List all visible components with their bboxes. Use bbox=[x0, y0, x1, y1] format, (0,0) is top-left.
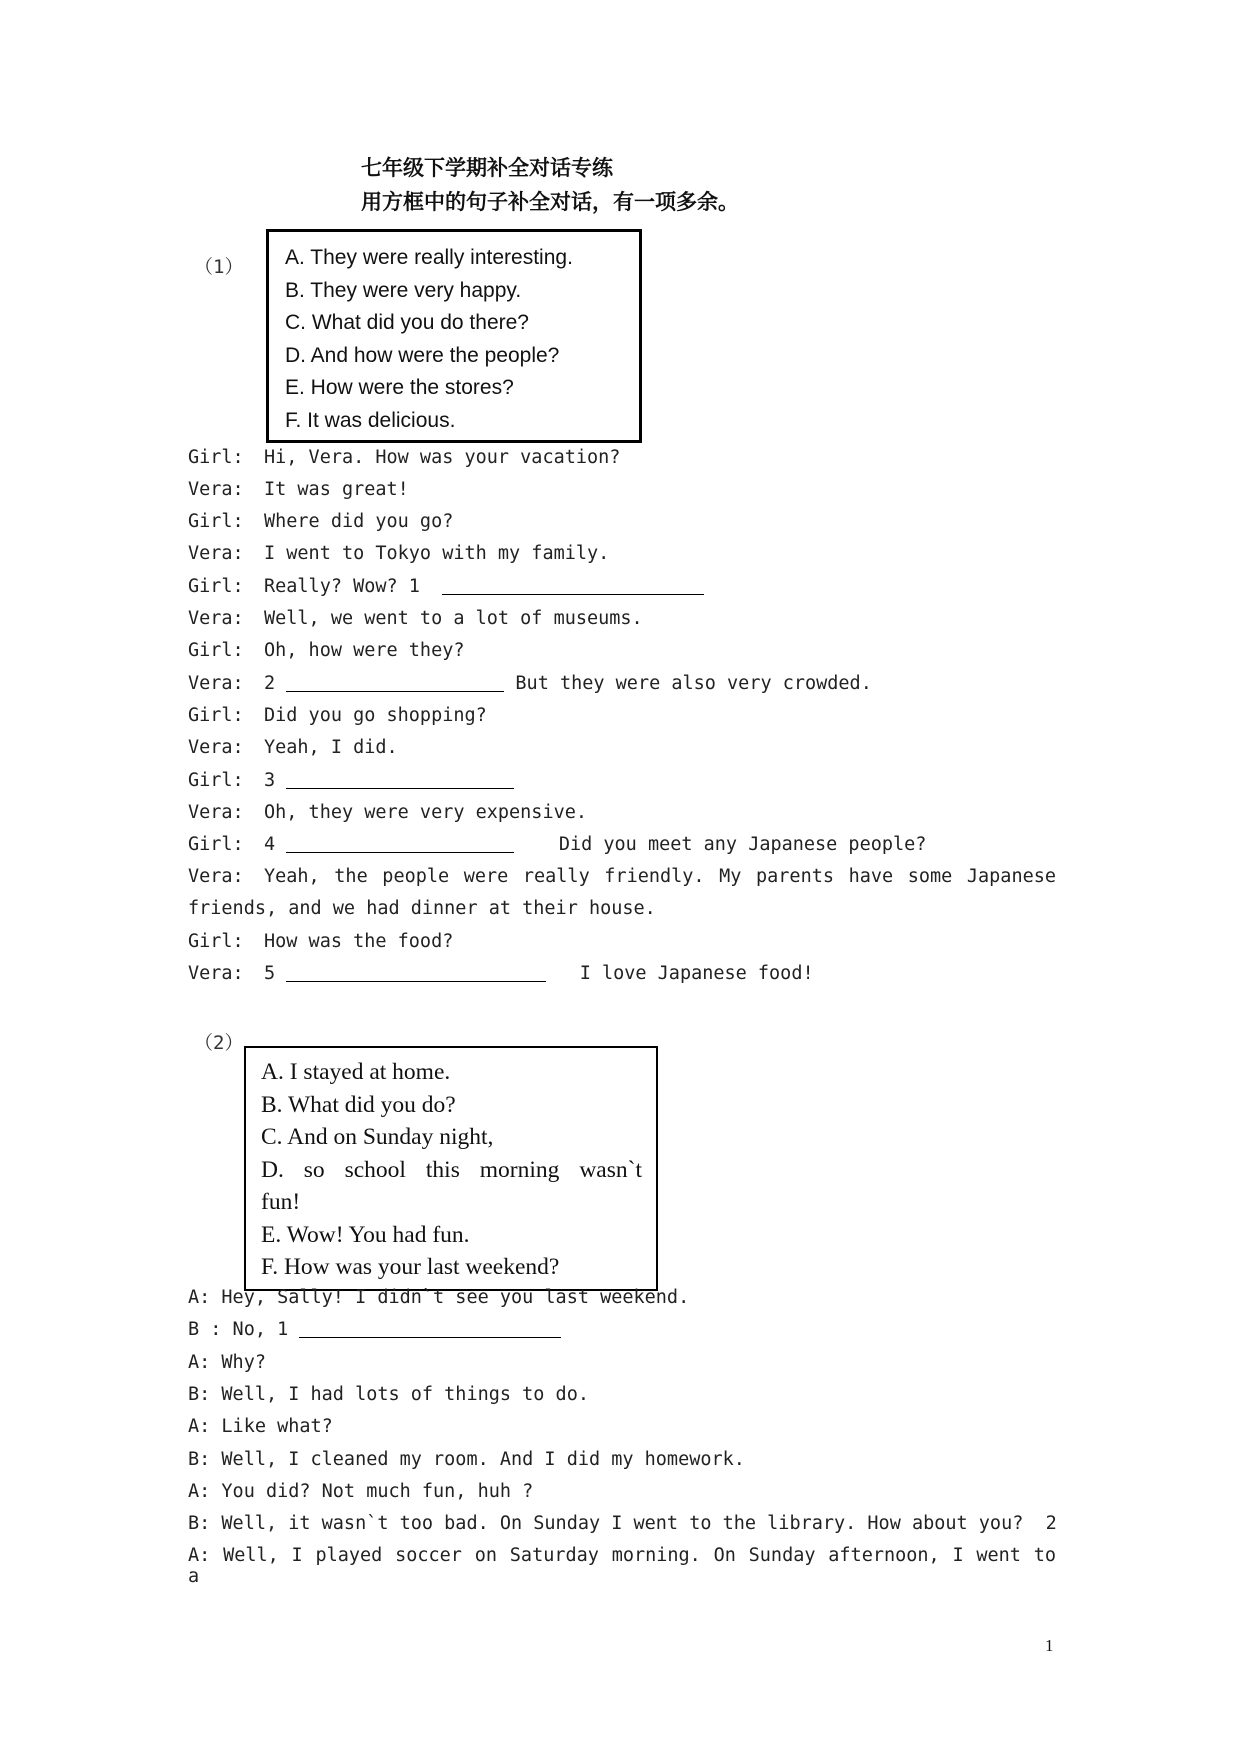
worksheet-title: 七年级下学期补全对话专练 bbox=[361, 156, 613, 180]
dialogue-line: A: You did? Not much fun, huh ? bbox=[188, 1481, 534, 1502]
option-b: B. What did you do? bbox=[261, 1091, 456, 1118]
dialogue-line bbox=[188, 770, 1056, 791]
speaker: Vera: bbox=[188, 866, 244, 887]
line-text: 3 bbox=[264, 770, 276, 791]
speaker: Vera: bbox=[188, 479, 244, 500]
dialogue-line: B: Well, I had lots of things to do. bbox=[188, 1384, 589, 1405]
answer-blank-2[interactable] bbox=[286, 673, 504, 692]
line-text: Hi, Vera. How was your vacation? bbox=[264, 447, 621, 468]
dialogue-line-continued bbox=[188, 898, 1056, 919]
option-d-continued: fun! bbox=[261, 1189, 301, 1215]
line-text-after: I love Japanese food! bbox=[579, 963, 814, 984]
option-a: A. They were really interesting. bbox=[285, 246, 573, 269]
line-text: Well, we went to a lot of museums. bbox=[264, 608, 643, 629]
page-number: 1 bbox=[1045, 1636, 1054, 1655]
dialogue-line bbox=[188, 511, 1056, 532]
answer-blank-1[interactable] bbox=[299, 1319, 561, 1338]
line-text: Yeah, I did. bbox=[264, 737, 398, 758]
option-e: E. Wow! You had fun. bbox=[261, 1221, 470, 1248]
worksheet-instruction: 用方框中的句子补全对话，有一项多余。 bbox=[361, 190, 739, 214]
dialogue-line bbox=[188, 963, 1056, 984]
speaker: Girl: bbox=[188, 640, 244, 661]
option-f: F. How was your last weekend? bbox=[261, 1254, 560, 1280]
option-b: B. They were very happy. bbox=[285, 278, 522, 302]
answer-blank-1[interactable] bbox=[442, 576, 704, 595]
answer-blank-3[interactable] bbox=[286, 770, 514, 789]
dialogue-line: A: Why? bbox=[188, 1352, 266, 1373]
dialogue-line: A: Like what? bbox=[188, 1416, 333, 1437]
dialogue-line: B: Well, I cleaned my room. And I did my homework. bbox=[188, 1449, 745, 1470]
option-c: C. What did you do there? bbox=[285, 311, 529, 334]
dialogue-line bbox=[188, 479, 1056, 500]
line-text: It was great! bbox=[264, 479, 409, 500]
speaker: Vera: bbox=[188, 963, 244, 984]
speaker: Girl: bbox=[188, 447, 244, 468]
dialogue-line bbox=[188, 705, 1056, 726]
line-text: Where did you go? bbox=[264, 511, 454, 532]
dialogue-line bbox=[188, 608, 1056, 629]
dialogue-line bbox=[188, 543, 1056, 564]
dialogue-line: A: Hey, Sally! I didn`t see you last weekend. bbox=[188, 1287, 690, 1308]
line-text: B : No, 1 bbox=[188, 1319, 289, 1340]
line-text: I went to Tokyo with my family. bbox=[264, 543, 610, 564]
line-text: Oh, they were very expensive. bbox=[264, 802, 588, 823]
dialogue-line bbox=[188, 834, 1056, 855]
speaker: Vera: bbox=[188, 543, 244, 564]
option-c: C. And on Sunday night, bbox=[261, 1124, 494, 1150]
speaker: Vera: bbox=[188, 802, 244, 823]
speaker: Girl: bbox=[188, 705, 244, 726]
line-text: 2 bbox=[264, 673, 276, 694]
section-2-number: （2） bbox=[194, 1032, 244, 1054]
option-a: A. I stayed at home. bbox=[261, 1059, 451, 1085]
dialogue-line bbox=[188, 1319, 1056, 1340]
dialogue-line: B: Well, it wasn`t too bad. On Sunday I went to the library. How about you? 2 bbox=[188, 1513, 1057, 1534]
section-1-number: （1） bbox=[194, 256, 244, 278]
answer-blank-5[interactable] bbox=[286, 963, 546, 982]
line-text: Really? Wow? 1 bbox=[264, 576, 420, 597]
line-text-after: Did you meet any Japanese people? bbox=[558, 834, 927, 855]
dialogue-line bbox=[188, 447, 1056, 468]
speaker: Vera: bbox=[188, 608, 244, 629]
line-text: Oh, how were they? bbox=[264, 640, 465, 661]
speaker: Girl: bbox=[188, 834, 244, 855]
option-d: D. And how were the people? bbox=[285, 343, 560, 367]
dialogue-line bbox=[188, 673, 1056, 694]
dialogue-line: A: Well, I played soccer on Saturday morning. On Sunday afternoon, I went to a bbox=[188, 1545, 1056, 1587]
line-text: How was the food? bbox=[264, 931, 454, 952]
section-2-option-box bbox=[244, 1046, 658, 1291]
line-text-after: But they were also very crowded. bbox=[515, 673, 872, 694]
line-text: 4 bbox=[264, 834, 276, 855]
speaker: Girl: bbox=[188, 576, 244, 597]
speaker: Vera: bbox=[188, 673, 244, 694]
dialogue-line bbox=[188, 931, 1056, 952]
section-1-option-box bbox=[266, 229, 642, 443]
line-text: 5 bbox=[264, 963, 276, 984]
line-text: Did you go shopping? bbox=[264, 705, 487, 726]
line-text: friends, and we had dinner at their house. bbox=[188, 898, 656, 919]
option-f: F. It was delicious. bbox=[285, 408, 456, 432]
option-d: D. so school this morning wasn`t bbox=[261, 1156, 642, 1183]
dialogue-line bbox=[188, 802, 1056, 823]
option-e: E. How were the stores? bbox=[285, 376, 514, 399]
speaker: Girl: bbox=[188, 511, 244, 532]
dialogue-line bbox=[188, 737, 1056, 758]
speaker: Vera: bbox=[188, 737, 244, 758]
dialogue-line bbox=[188, 576, 1056, 597]
dialogue-line bbox=[188, 640, 1056, 661]
speaker: Girl: bbox=[188, 770, 244, 791]
dialogue-line bbox=[188, 866, 1056, 887]
answer-blank-4[interactable] bbox=[286, 834, 514, 853]
line-text: Yeah, the people were really friendly. My parents have some Japanese bbox=[264, 866, 1056, 887]
speaker: Girl: bbox=[188, 931, 244, 952]
